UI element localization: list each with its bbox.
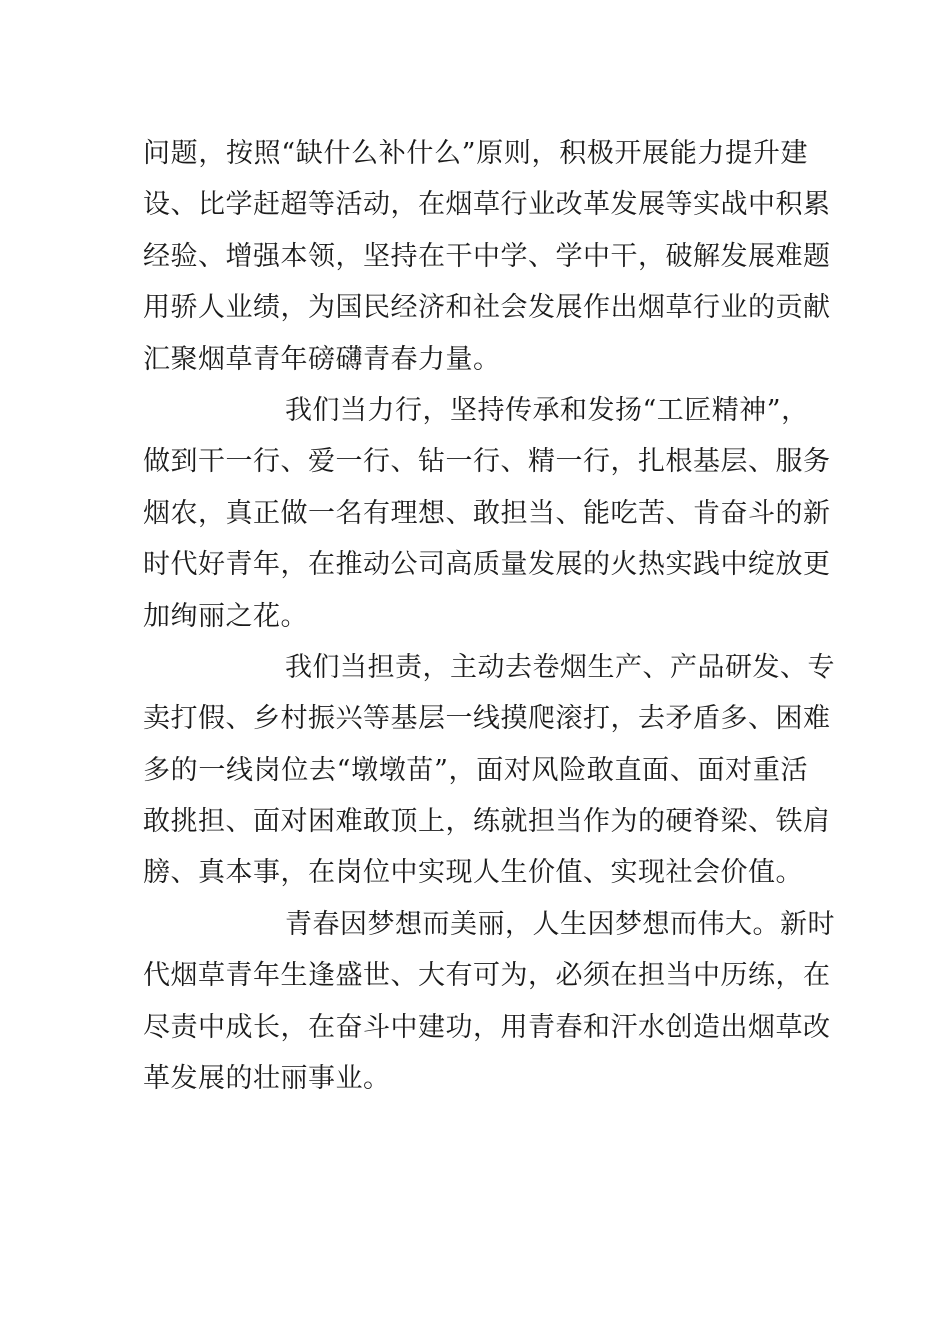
text-line: 烟农，真正做一名有理想、敢担当、能吃苦、肯奋斗的新 xyxy=(143,497,831,529)
text-line: 用骄人业绩，为国民经济和社会发展作出烟草行业的贡献 xyxy=(143,292,831,324)
text-line: 代烟草青年生逢盛世、大有可为，必须在担当中历练，在 xyxy=(143,960,831,992)
text-line: 青春因梦想而美丽，人生因梦想而伟大。新时 xyxy=(285,908,835,940)
text-line: 革发展的壮丽事业。 xyxy=(143,1063,391,1095)
text-line: 我们当力行，坚持传承和发扬“工匠精神”， xyxy=(285,394,809,426)
document-body xyxy=(143,128,835,1104)
text-line: 敢挑担、面对困难敢顶上，练就担当作为的硬脊梁、铁肩 xyxy=(143,806,831,838)
text-line: 时代好青年，在推动公司高质量发展的火热实践中绽放更 xyxy=(143,549,831,581)
paragraph-3 xyxy=(143,642,835,899)
text-line: 卖打假、乡村振兴等基层一线摸爬滚打，去矛盾多、困难 xyxy=(143,703,831,735)
text-line: 尽责中成长，在奋斗中建功，用青春和汗水创造出烟草改 xyxy=(143,1011,831,1043)
text-line: 加绚丽之花。 xyxy=(143,600,308,632)
text-line: 膀、真本事，在岗位中实现人生价值、实现社会价值。 xyxy=(143,857,803,889)
text-line: 多的一线岗位去“墩墩苗”，面对风险敢直面、面对重活 xyxy=(143,754,808,786)
paragraph-1 xyxy=(143,128,831,385)
paragraph-2 xyxy=(143,385,831,642)
text-line: 汇聚烟草青年磅礴青春力量。 xyxy=(143,343,501,375)
text-line: 我们当担责，主动去卷烟生产、产品研发、专 xyxy=(285,651,835,683)
text-line: 经验、增强本领，坚持在干中学、学中干，破解发展难题 xyxy=(143,240,831,272)
paragraph-4 xyxy=(143,899,835,1105)
text-line: 设、比学赶超等活动，在烟草行业改革发展等实战中积累 xyxy=(143,189,831,221)
text-line: 问题，按照“缺什么补什么”原则，积极开展能力提升建 xyxy=(143,138,808,169)
text-line: 做到干一行、爱一行、钻一行、精一行，扎根基层、服务 xyxy=(143,446,831,478)
